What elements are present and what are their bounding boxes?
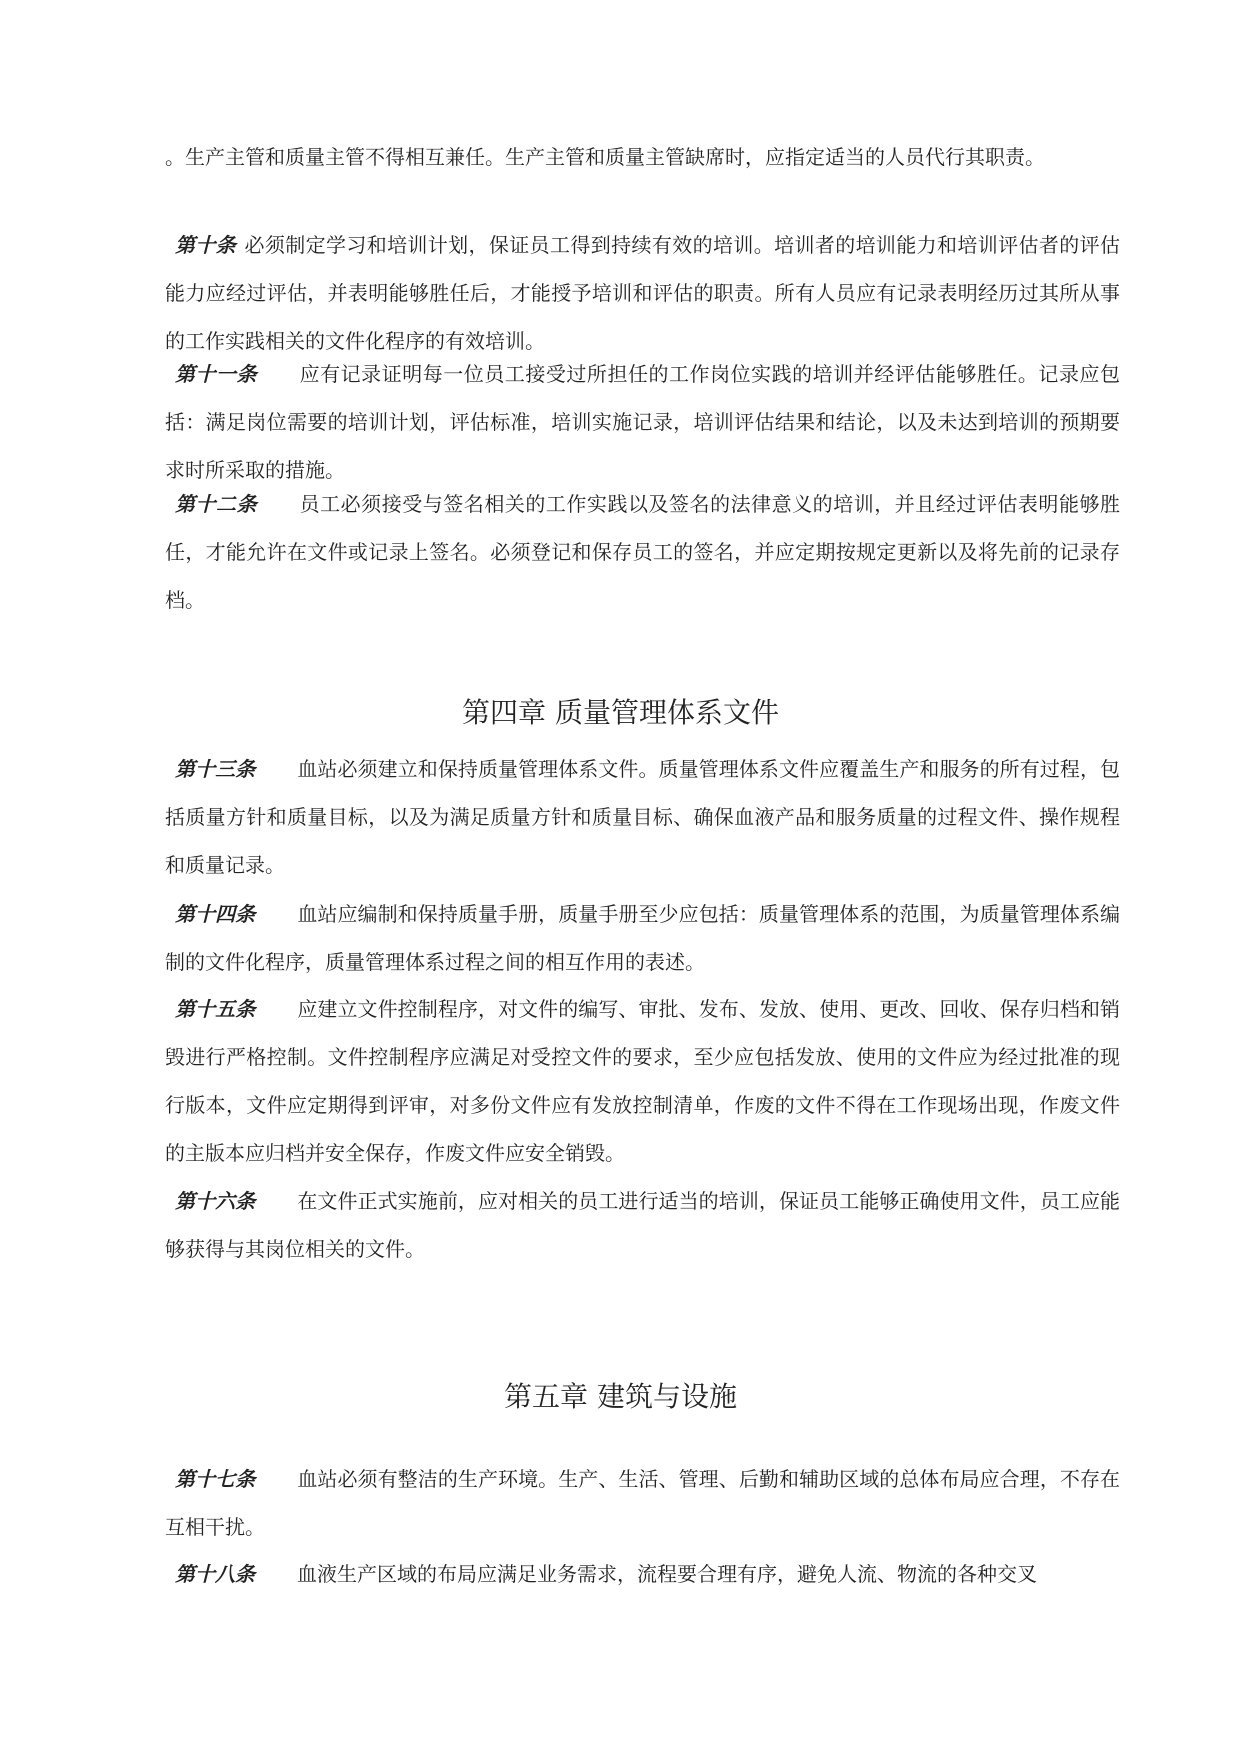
article-text: 血液生产区域的布局应满足业务需求，流程要合理有序，避免人流、物流的各种交叉 — [297, 1562, 1037, 1586]
article-text: 应有记录证明每一位员工接受过所担任的工作岗位实践的培训并经评估能够胜任。记录应包括：满足岗位需要的培训计划，评估标准，培训实施记录，培训评估结果和结论，以及未达到培训的预期要求时所采取的措施。 — [165, 362, 1121, 482]
article-12 — [165, 480, 1120, 624]
article-label: 第十条 — [175, 233, 237, 257]
article-15 — [165, 985, 1120, 1177]
article-label: 第十五条 — [175, 997, 256, 1021]
article-10 — [165, 221, 1120, 365]
paragraph-text: 。生产主管和质量主管不得相互兼任。生产主管和质量主管缺席时，应指定适当的人员代行其职责。 — [165, 145, 1045, 169]
article-text: 血站必须建立和保持质量管理体系文件。质量管理体系文件应覆盖生产和服务的所有过程，包括质量方针和质量目标，以及为满足质量方针和质量目标、确保血液产品和服务质量的过程文件、操作规程和质量记录。 — [165, 757, 1121, 877]
article-17 — [165, 1455, 1120, 1551]
article-label: 第十二条 — [175, 492, 258, 516]
article-label: 第十四条 — [175, 902, 256, 926]
chapter-5-title: 第五章 建筑与设施 — [504, 1380, 737, 1413]
article-label: 第十三条 — [175, 757, 256, 781]
article-text: 员工必须接受与签名相关的工作实践以及签名的法律意义的培训，并且经过评估表明能够胜任，才能允许在文件或记录上签名。必须登记和保存员工的签名，并应定期按规定更新以及将先前的记录存档。 — [165, 492, 1121, 612]
article-label: 第十八条 — [175, 1562, 255, 1586]
article-14 — [165, 890, 1120, 986]
article-label: 第十一条 — [175, 362, 258, 386]
chapter-4-title: 第四章 质量管理体系文件 — [462, 696, 779, 729]
article-label: 第十六条 — [175, 1189, 256, 1213]
article-text: 在文件正式实施前，应对相关的员工进行适当的培训，保证员工能够正确使用文件，员工应能够获得与其岗位相关的文件。 — [165, 1189, 1121, 1261]
paragraph-intro — [165, 133, 1120, 181]
article-label: 第十七条 — [175, 1467, 256, 1491]
article-13 — [165, 745, 1120, 889]
article-11 — [165, 350, 1120, 494]
article-text: 应建立文件控制程序，对文件的编写、审批、发布、发放、使用、更改、回收、保存归档和销毁进行严格控制。文件控制程序应满足对受控文件的要求，至少应包括发放、使用的文件应为经过批准的现行版本，文件应定期得到评审，对多份文件应有发放控制清单，作废的文件不得在工作现场出现，作废文件的主版本应归档并安全保存，作废文件应安全销毁。 — [165, 997, 1121, 1165]
article-text: 血站应编制和保持质量手册，质量手册至少应包括：质量管理体系的范围，为质量管理体系编制的文件化程序，质量管理体系过程之间的相互作用的表述。 — [165, 902, 1121, 974]
article-text: 血站必须有整洁的生产环境。生产、生活、管理、后勤和辅助区域的总体布局应合理，不存在互相干扰。 — [165, 1467, 1121, 1539]
article-16 — [165, 1177, 1120, 1273]
article-18 — [165, 1550, 1120, 1598]
article-text: 必须制定学习和培训计划，保证员工得到持续有效的培训。培训者的培训能力和培训评估者的评估能力应经过评估，并表明能够胜任后，才能授予培训和评估的职责。所有人员应有记录表明经历过其所从事的工作实践相关的文件化程序的有效培训。 — [165, 233, 1121, 353]
